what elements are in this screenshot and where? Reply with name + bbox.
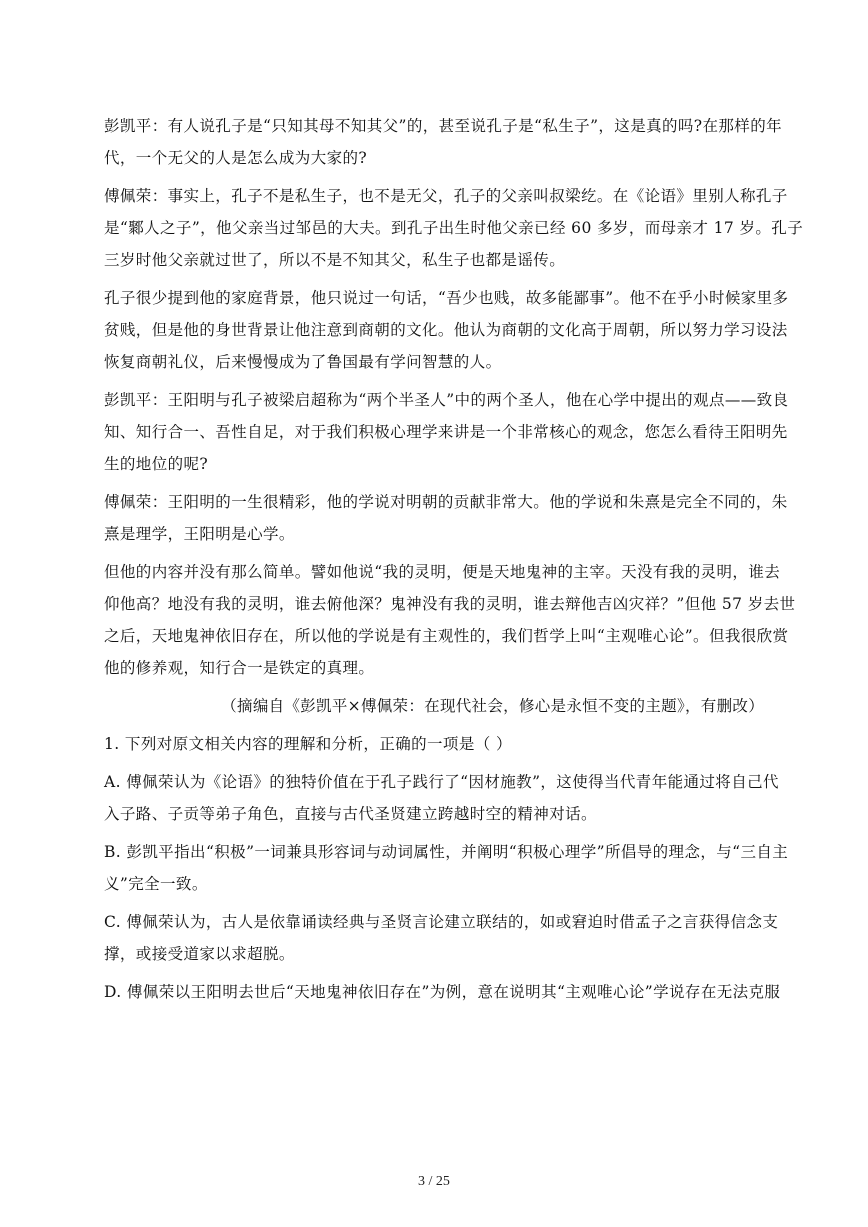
text-line: 彭凯平：有人说孔子是“只知其母不知其父”的，甚至说孔子是“私生子”，这是真的吗?在那样的年 — [104, 117, 783, 135]
text-line: 仰他高？地没有我的灵明，谁去俯他深？鬼神没有我的灵明，谁去辩他吉凶灾祥？”但他 57 岁去世 — [104, 595, 796, 613]
text-line: 义”完全一致。 — [104, 875, 208, 893]
text-line: 恢复商朝礼仪，后来慢慢成为了鲁国最有学问智慧的人。 — [104, 353, 502, 371]
text-line: 傅佩荣：事实上，孔子不是私生子，也不是无父，孔子的父亲叫叔梁纥。在《论语》里别人称孔子 — [104, 187, 788, 205]
text-line: D. 傅佩荣以王阳明去世后“天地鬼神依旧存在”为例，意在说明其“主观唯心论”学说存在无法克服 — [104, 983, 781, 1001]
paragraph-dialogue-6 — [104, 556, 796, 684]
text-line: 撑，或接受道家以求超脱。 — [104, 945, 295, 963]
option-b — [104, 836, 789, 900]
document-body — [104, 110, 804, 1014]
text-line: 知、知行合一、吾性自足，对于我们积极心理学来讲是一个非常核心的观念，您怎么看待王阳明先 — [104, 423, 788, 441]
text-line: C. 傅佩荣认为，古人是依靠诵读经典与圣贤言论建立联结的，如或窘迫时借孟子之言获得信念支 — [104, 913, 779, 931]
text-line: 傅佩荣：王阳明的一生很精彩，他的学说对明朝的贡献非常大。他的学说和朱熹是完全不同的，朱 — [104, 493, 788, 511]
text-line: A. 傅佩荣认为《论语》的独特价值在于孔子践行了“因材施教”，这使得当代青年能通过将自己代 — [104, 773, 779, 791]
text-line: 但他的内容并没有那么简单。譬如他说“我的灵明，便是天地鬼神的主宰。天没有我的灵明，谁去 — [104, 563, 781, 581]
text-line: 熹是理学，王阳明是心学。 — [104, 525, 295, 543]
text-line: 孔子很少提到他的家庭背景，他只说过一句话，“吾少也贱，故多能鄙事”。他不在乎小时候家里多 — [104, 289, 789, 307]
source-note: （摘编自《彭凯平×傅佩荣：在现代社会，修心是永恒不变的主题》，有删改） — [221, 697, 764, 715]
text-line: 入子路、子贡等弟子角色，直接与古代圣贤建立跨越时空的精神对话。 — [104, 805, 597, 823]
text-line: 之后，天地鬼神依旧存在，所以他的学说是有主观性的，我们哲学上叫“主观唯心论”。但我很欣赏 — [104, 627, 789, 645]
paragraph-dialogue-3 — [104, 282, 789, 378]
option-d — [104, 976, 781, 1008]
text-line: 是“鄹人之子”，他父亲当过邹邑的大夫。到孔子出生时他父亲已经 60 多岁，而母亲才 17 岁。孔子 — [104, 219, 804, 237]
text-line: 三岁时他父亲就过世了，所以不是不知其父，私生子也都是谣传。 — [104, 251, 566, 269]
text-line: 代，一个无父的人是怎么成为大家的? — [104, 149, 368, 167]
page-number: 3 / 25 — [418, 1174, 450, 1189]
question-stem — [104, 728, 764, 760]
text-line: 彭凯平：王阳明与孔子被梁启超称为“两个半圣人”中的两个圣人，他在心学中提出的观点——致良 — [104, 391, 789, 409]
paragraph-dialogue-1 — [104, 110, 783, 174]
text-line: 贫贱，但是他的身世背景让他注意到商朝的文化。他认为商朝的文化高于周朝，所以努力学习设法 — [104, 321, 788, 339]
paragraph-dialogue-5 — [104, 486, 788, 550]
text-line: 生的地位的呢? — [104, 455, 209, 473]
option-a — [104, 766, 779, 830]
option-c — [104, 906, 779, 970]
paragraph-dialogue-4 — [104, 384, 789, 480]
text-line: 他的修养观，知行合一是铁定的真理。 — [104, 659, 375, 677]
text-line: B. 彭凯平指出“积极”一词兼具形容词与动词属性，并阐明“积极心理学”所倡导的理念，与“三自主 — [104, 843, 789, 861]
paragraph-dialogue-2 — [104, 180, 804, 276]
text-line: 1. 下列对原文相关内容的理解和分析，正确的一项是（ ） — [104, 735, 512, 753]
